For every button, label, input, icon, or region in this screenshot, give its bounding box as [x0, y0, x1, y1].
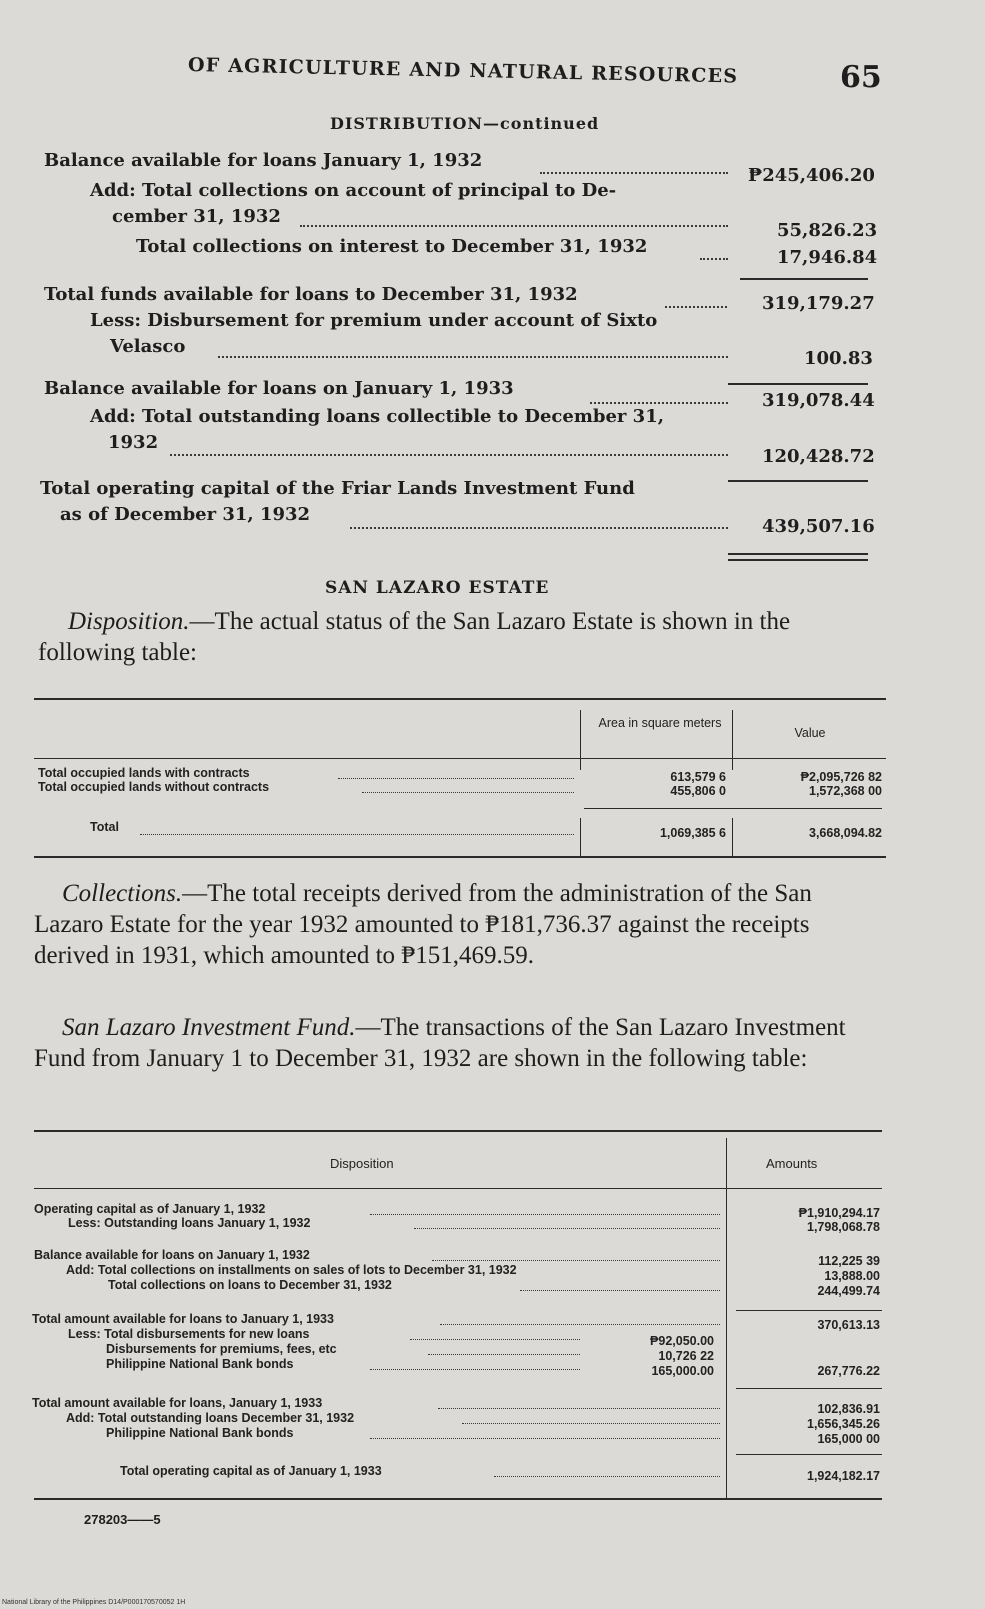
dist-line-6-value: 319,078.44	[762, 390, 875, 411]
table-row-label: Total amount available for loans, January 1, 1933	[32, 1396, 323, 1410]
table-cell-sub: 10,726 22	[658, 1349, 714, 1363]
table-row-label: Add: Total outstanding loans December 31, 1932	[66, 1411, 355, 1425]
sum-rule	[736, 1454, 882, 1455]
table-cell-amount: 165,000 00	[817, 1432, 880, 1446]
header-rule	[34, 1188, 882, 1189]
table-column-rule	[732, 818, 733, 858]
leader-dots	[462, 1423, 720, 1424]
dist-line-8-label: Total operating capital of the Friar Lands Investment Fund	[40, 478, 635, 499]
collections-italic-lead: Collections.	[62, 880, 183, 907]
table-cell-amount: 1,924,182.17	[807, 1469, 880, 1483]
leader-dots	[170, 454, 728, 456]
leader-dots	[350, 527, 728, 529]
leader-dots	[370, 1214, 720, 1215]
dist-line-2-label: Add: Total collections on account of principal to De-	[90, 180, 617, 201]
dist-line-5-value: 100.83	[804, 348, 873, 369]
table-cell-sub: 165,000.00	[651, 1364, 714, 1378]
disposition-italic-lead: Disposition.	[68, 608, 190, 635]
table-cell-amount: 112,225 39	[818, 1254, 880, 1268]
signature-mark: 278203——5	[84, 1512, 161, 1527]
table-cell-area: 613,579 6	[670, 770, 726, 784]
collections-text: —The total receipts derived from the administration of the San Lazaro Estate for the year 1932 amounted to ₱181,736.37 against the receipts derived in 1931, which amounted to ₱151,469.59.	[34, 880, 812, 969]
sum-rule	[736, 1388, 882, 1389]
dist-line-1-value: ₱245,406.20	[748, 165, 875, 186]
leader-dots	[218, 356, 728, 358]
dist-line-1-label: Balance available for loans January 1, 1932	[44, 150, 483, 171]
leader-dots	[410, 1339, 580, 1340]
leader-dots	[428, 1354, 580, 1355]
leader-dots	[590, 402, 728, 404]
table-column-rule	[726, 1138, 727, 1498]
dist-line-7-label: Add: Total outstanding loans collectible to December 31,	[90, 406, 664, 427]
dist-line-4-label: Total funds available for loans to December 31, 1932	[44, 284, 578, 305]
dist-line-7-value: 120,428.72	[762, 446, 875, 467]
dist-line-5-label: Less: Disbursement for premium under account of Sixto	[90, 310, 658, 331]
section-title: SAN LAZARO ESTATE	[325, 578, 550, 598]
table-cell-area: 1,069,385 6	[659, 826, 726, 840]
table-bottom-rule	[34, 1498, 882, 1500]
table-top-rule	[34, 1130, 882, 1132]
dist-line-8-value: 439,507.16	[762, 516, 875, 537]
table-cell-value: 3,668,094.82	[809, 826, 882, 840]
table-row-label: Total occupied lands with contracts	[38, 766, 250, 780]
double-rule-bottom	[728, 559, 868, 561]
dist-line-4-value: 319,179.27	[762, 293, 875, 314]
table-row-label: Total occupied lands without contracts	[38, 780, 270, 794]
table-cell-amount: ₱1,910,294.17	[798, 1206, 880, 1220]
table-row-label: Operating capital as of January 1, 1932	[34, 1202, 266, 1216]
table-bottom-rule	[34, 856, 886, 858]
table-row-label: Philippine National Bank bonds	[106, 1426, 294, 1440]
leader-dots	[540, 172, 728, 174]
fund-paragraph	[34, 1012, 886, 1074]
dist-line-5-label-cont: Velasco	[110, 336, 186, 357]
dist-line-3-label: Total collections on interest to December 31, 1932	[136, 236, 648, 257]
table-row-label: Total amount available for loans to January 1, 1933	[32, 1312, 334, 1326]
disposition-paragraph	[38, 606, 888, 668]
leader-dots	[370, 1438, 720, 1439]
leader-dots	[338, 778, 574, 779]
disposition-text: —The actual status of the San Lazaro Estate is shown in the following table:	[38, 608, 791, 666]
leader-dots	[700, 258, 728, 260]
col-header-disposition: Disposition	[330, 1156, 394, 1171]
table-top-rule	[34, 698, 886, 700]
table-row-label: Total operating capital as of January 1, 1933	[120, 1464, 382, 1478]
col-header-amounts: Amounts	[766, 1156, 818, 1171]
table-row-label: Less: Outstanding loans January 1, 1932	[68, 1216, 311, 1230]
table-row-label: Total collections on loans to December 31, 1932	[108, 1278, 392, 1292]
leader-dots	[438, 1408, 720, 1409]
leader-dots	[665, 306, 727, 308]
table-cell-sub: ₱92,050.00	[650, 1334, 714, 1348]
leader-dots	[494, 1476, 720, 1477]
leader-dots	[370, 1369, 580, 1370]
leader-dots	[300, 225, 728, 227]
table-row-label: Balance available for loans on January 1, 1932	[34, 1248, 310, 1262]
running-header: OF AGRICULTURE AND NATURAL RESOURCES	[187, 54, 739, 88]
dist-line-7-label-cont: 1932	[108, 432, 159, 453]
col-header-area: Area in square meters	[598, 716, 722, 730]
dist-line-8-label-cont: as of December 31, 1932	[60, 504, 311, 525]
table-cell-amount: 1,656,345.26	[807, 1417, 880, 1431]
table-cell-amount: 13,888.00	[824, 1269, 880, 1283]
table-cell-amount: 370,613.13	[817, 1318, 880, 1332]
sum-rule	[728, 480, 868, 482]
table-column-rule	[732, 710, 733, 770]
dist-line-6-label: Balance available for loans on January 1, 1933	[44, 378, 514, 399]
leader-dots	[520, 1290, 720, 1291]
table-column-rule	[580, 818, 581, 858]
sum-rule	[740, 278, 868, 280]
table-row-label: Disbursements for premiums, fees, etc	[106, 1342, 337, 1356]
fund-italic-lead: San Lazaro Investment Fund.	[62, 1014, 356, 1041]
header-rule	[34, 758, 886, 759]
table-cell-area: 455,806 0	[670, 784, 726, 798]
dist-line-2-label-cont: cember 31, 1932	[112, 206, 281, 227]
leader-dots	[362, 792, 574, 793]
table-cell-amount: 267,776.22	[817, 1364, 880, 1378]
sum-rule	[736, 1310, 882, 1311]
table-row-label: Add: Total collections on installments on sales of lots to December 31, 1932	[66, 1263, 517, 1277]
table-row-label: Philippine National Bank bonds	[106, 1357, 294, 1371]
table-row-label: Less: Total disbursements for new loans	[68, 1327, 310, 1341]
leader-dots	[140, 834, 574, 835]
sum-rule	[584, 808, 882, 809]
table-cell-amount: 1,798,068.78	[807, 1220, 880, 1234]
dist-line-3-value: 17,946.84	[777, 247, 878, 268]
leader-dots	[432, 1260, 720, 1261]
dist-line-2-value: 55,826.23	[777, 220, 878, 241]
page-number: 65	[840, 60, 882, 95]
table-row-label: Total	[90, 820, 119, 834]
table-cell-amount: 102,836.91	[817, 1402, 880, 1416]
leader-dots	[414, 1228, 720, 1229]
table-cell-value: 1,572,368 00	[809, 784, 882, 798]
fund-text: —The transactions of the San Lazaro Investment Fund from January 1 to December 31, 1932 are shown in the following table:	[34, 1014, 846, 1072]
sum-rule	[728, 383, 868, 385]
scan-credit: National Library of the Philippines D14/P000170570052 1H	[2, 1599, 186, 1606]
col-header-value: Value	[794, 726, 826, 740]
collections-paragraph	[34, 878, 886, 971]
table-cell-value: ₱2,095,726 82	[800, 770, 882, 784]
distribution-heading: DISTRIBUTION—continued	[330, 114, 600, 133]
table-cell-amount: 244,499.74	[817, 1284, 880, 1298]
double-rule-top	[728, 553, 868, 555]
table-column-rule	[580, 710, 581, 770]
leader-dots	[440, 1324, 720, 1325]
